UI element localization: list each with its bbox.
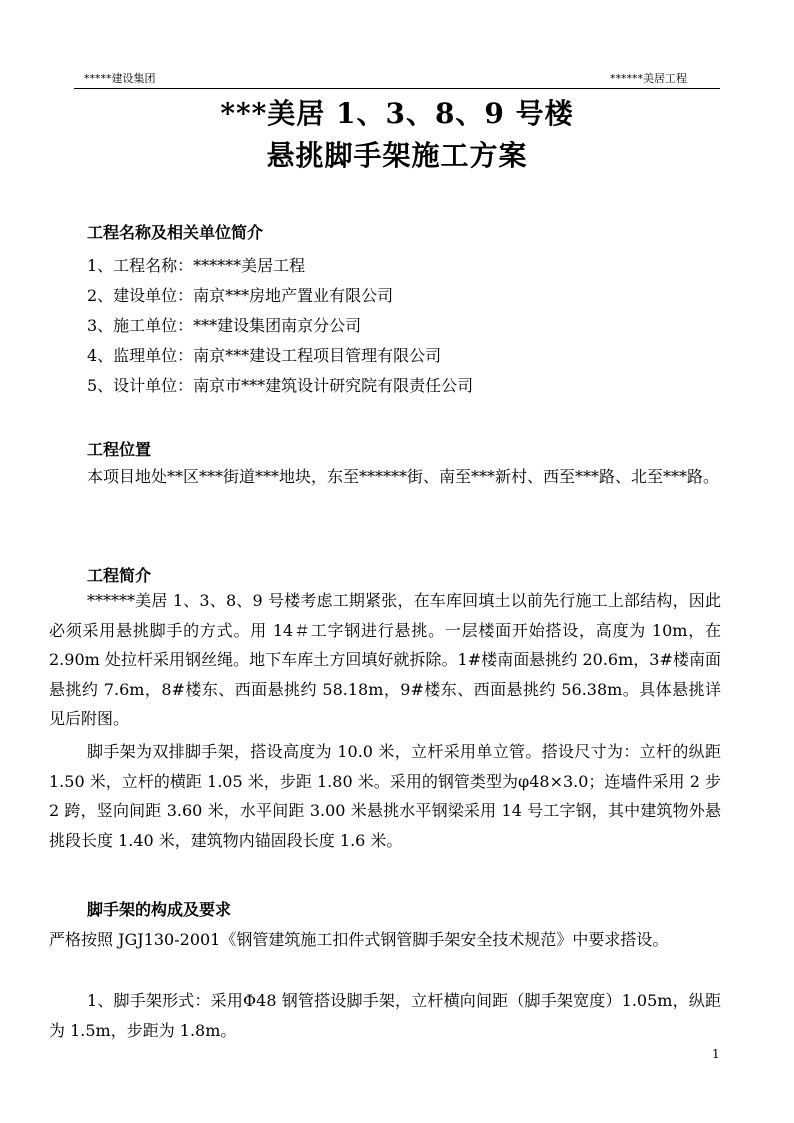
unit-item-project-name: 1、工程名称：******美居工程 (87, 256, 306, 275)
header-divider (74, 88, 720, 89)
section-heading-units: 工程名称及相关单位简介 (87, 223, 264, 242)
section-heading-scaffold: 脚手架的构成及要求 (87, 900, 232, 919)
unit-item-contractor: 3、施工单位：***建设集团南京分公司 (87, 316, 362, 335)
document-title-line1: ***美居 1、3、8、9 号楼 (220, 97, 574, 130)
document-title-line2: 悬挑脚手架施工方案 (266, 139, 528, 172)
unit-item-supervisor: 4、监理单位：南京***建设工程项目管理有限公司 (87, 346, 442, 365)
unit-item-developer: 2、建设单位：南京***房地产置业有限公司 (87, 286, 394, 305)
page-number: 1 (712, 1047, 720, 1061)
unit-item-designer: 5、设计单位：南京市***建筑设计研究院有限责任公司 (87, 376, 474, 395)
overview-paragraph-2: 脚手架为双排脚手架，搭设高度为 10.0 米，立杆采用单立管。搭设尺寸为：立杆的纵距 1.50 米，立杆的横距 1.05 米，步距 1.80 米。采用的钢管类型为φ48×3.0；连墙件采用 2 步 2 跨，竖向间距 3.60 米，水平间距 3.00 米悬挑水平钢梁采用 14 号工字钢，其中建筑物外悬挑段长度 1.40 米，建筑物内锚固段长度 1.6 米。 (49, 742, 721, 850)
scaffold-paragraph-2: 1、脚手架形式：采用Φ48 钢管搭设脚手架，立杆横向间距（脚手架宽度）1.05m，纵距为 1.5m，步距为 1.8m。 (49, 991, 721, 1040)
location-paragraph: 本项目地处**区***街道***地块，东至******街、南至***新村、西至***路、北至***路。 (87, 467, 720, 486)
section-heading-overview: 工程简介 (87, 566, 152, 585)
section-heading-location: 工程位置 (87, 440, 152, 459)
scaffold-paragraph-1: 严格按照 JGJ130-2001《钢管建筑施工扣件式钢管脚手架安全技术规范》中要求搭设。 (49, 930, 669, 949)
header-project: ******美居工程 (610, 72, 687, 85)
header-company: *****建设集团 (84, 72, 156, 85)
overview-paragraph-1: ******美居 1、3、8、9 号楼考虑工期紧张，在车库回填土以前先行施工上部结构，因此必须采用悬挑脚手的方式。用 14＃工字钢进行悬挑。一层楼面开始搭设，高度为 10m，在 2.90m 处拉杆采用钢丝绳。地下车库土方回填好就拆除。1#楼南面悬挑约 20.6m，3#楼南面悬挑约 7.6m，8#楼东、西面悬挑约 58.18m，9#楼东、西面悬挑约 56.38m。具体悬挑详见后附图。 (49, 591, 721, 728)
